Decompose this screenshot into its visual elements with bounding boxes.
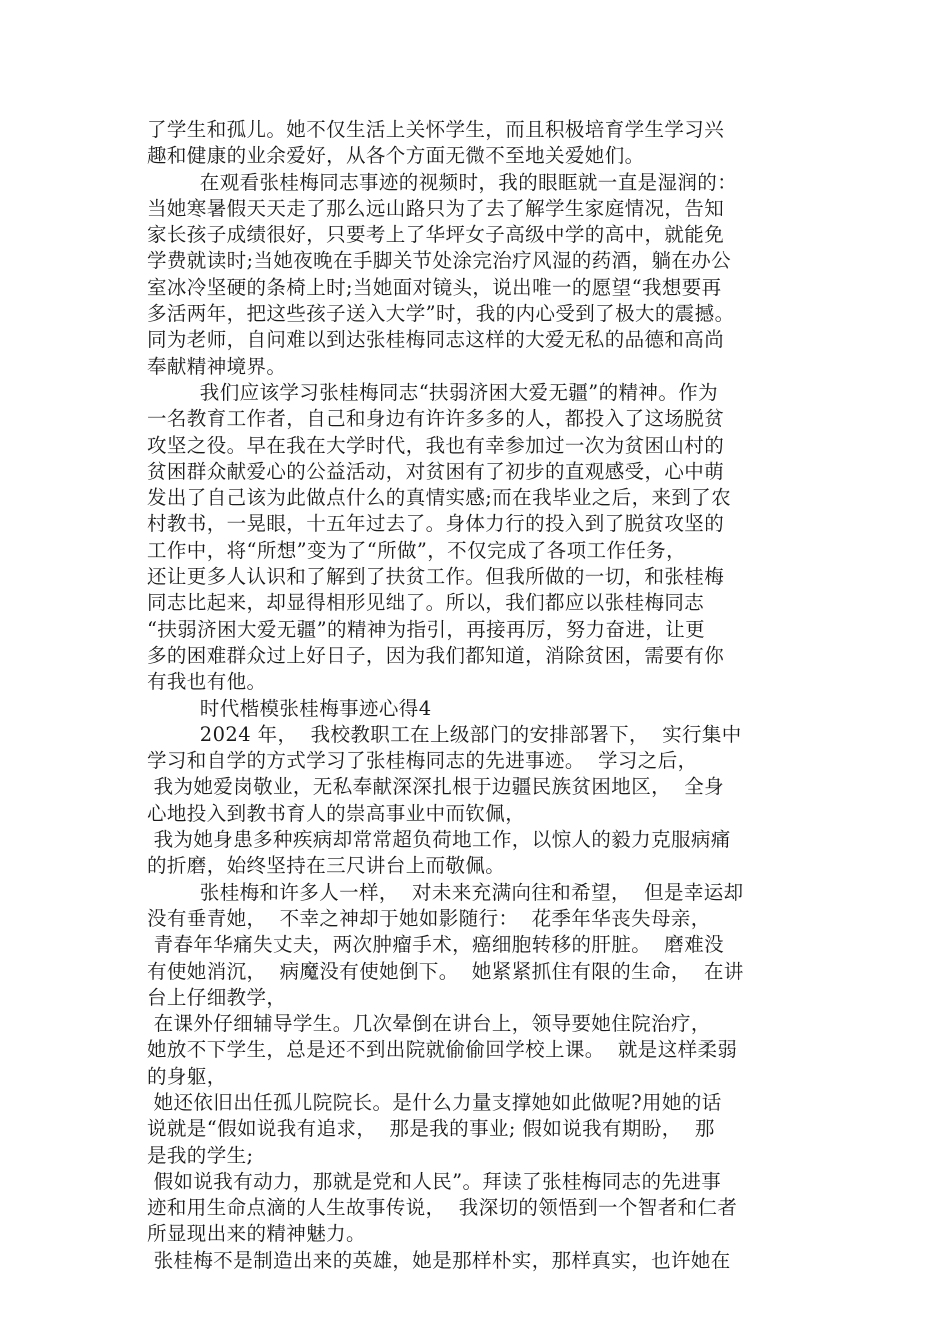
text-line: 同志比起来，却显得相形见绌了。所以，我们都应以张桂梅同志 (147, 591, 705, 615)
text-line: 她放不下学生，总是还不到出院就偷偷回学校上课。 就是这样柔弱 (147, 1038, 738, 1062)
text-line: 我们应该学习张桂梅同志“扶弱济困大爱无疆”的精神。作为 (147, 380, 719, 404)
text-line: 同为老师，自问难以到达张桂梅同志这样的大爱无私的品德和高尚 (147, 328, 725, 352)
section-heading: 时代楷模张桂梅事迹心得4 (147, 696, 432, 720)
text-line: 是我的学生; (147, 1143, 254, 1167)
text-line: 我为她爱岗敬业，无私奉献深深扎根于边疆民族贫困地区， 全身 (147, 775, 724, 799)
text-line: 的折磨，始终坚持在三尺讲台上而敬佩。 (147, 854, 506, 878)
text-line: 有使她消沉， 病魔没有使她倒下。 她紧紧抓住有限的生命， 在讲 (147, 959, 744, 983)
text-line: 她还依旧出任孤儿院院长。是什么力量支撑她如此做呢?用她的话 (147, 1090, 722, 1114)
text-line: 张桂梅和许多人一样， 对未来充满向往和希望， 但是幸运却 (147, 880, 744, 904)
text-line: 了学生和孤儿。她不仅生活上关怀学生，而且积极培育学生学习兴 (147, 118, 725, 141)
text-line: 多的困难群众过上好日子，因为我们都知道，消除贫困，需要有你 (147, 643, 725, 667)
text-line: 学费就读时;当她夜晚在手脚关节处涂完治疗风湿的药酒，躺在办公 (147, 249, 732, 273)
text-line: 我为她身患多种疾病却常常超负荷地工作，以惊人的毅力克服病痛 (147, 828, 731, 852)
text-line: 一名教育工作者，自己和身边有许许多多的人，都投入了这场脱贫 (147, 407, 725, 431)
text-line: 工作中，将“所想”变为了“所做”，不仅完成了各项工作任务， (147, 538, 686, 562)
text-line: 学习和自学的方式学习了张桂梅同志的先进事迹。 学习之后， (147, 749, 698, 773)
text-line: 趣和健康的业余爱好，从各个方面无微不至地关爱她们。 (147, 144, 645, 168)
text-line: 台上仔细教学， (147, 985, 287, 1009)
text-line: 发出了自己该为此做点什么的真情实感;而在我毕业之后，来到了农 (147, 486, 732, 510)
text-line: “扶弱济困大爱无疆”的精神为指引，再接再厉，努力奋进，让更 (147, 617, 706, 641)
text-line: 奉献精神境界。 (147, 354, 287, 378)
text-line: 贫困群众献爱心的公益活动，对贫困有了初步的直观感受，心中萌 (147, 459, 725, 483)
text-line: 说就是“假如说我有追求， 那是我的事业; 假如说我有期盼， 那 (147, 1117, 715, 1141)
text-line: 有我也有他。 (147, 670, 267, 694)
text-line: 在课外仔细辅导学生。几次晕倒在讲台上，领导要她住院治疗， (147, 1012, 711, 1036)
text-line: 攻坚之役。早在我在大学时代，我也有幸参加过一次为贫困山村的 (147, 433, 725, 457)
text-line: 张桂梅不是制造出来的英雄，她是那样朴实，那样真实，也许她在 (147, 1248, 731, 1272)
text-line: 室冰冷坚硬的条椅上时;当她面对镜头，说出唯一的愿望“我想要再 (147, 275, 722, 299)
text-line: 村教书，一晃眼，十五年过去了。身体力行的投入到了脱贫攻坚的 (147, 512, 725, 536)
text-line: 多活两年，把这些孩子送入大学”时，我的内心受到了极大的震撼。 (147, 302, 735, 326)
text-line: 假如说我有动力，那就是党和人民”。拜读了张桂梅同志的先进事 (147, 1169, 722, 1193)
text-line: 还让更多人认识和了解到了扶贫工作。但我所做的一切，和张桂梅 (147, 565, 725, 589)
text-line: 的身躯， (147, 1064, 227, 1088)
body-text (147, 117, 817, 1274)
text-line: 家长孩子成绩很好，只要考上了华坪女子高级中学的高中，就能免 (147, 223, 725, 247)
text-line: 心地投入到教书育人的崇高事业中而钦佩， (147, 801, 526, 825)
text-line: 当她寒暑假天天走了那么远山路只为了去了解学生家庭情况，告知 (147, 196, 725, 220)
text-line: 迹和用生命点滴的人生故事传说， 我深切的领悟到一个智者和仁者 (147, 1196, 738, 1220)
text-line: 没有垂青她， 不幸之神却于她如影随行： 花季年华丧失母亲， (147, 906, 711, 930)
text-line: 2024 年， 我校教职工在上级部门的安排部署下， 实行集中 (147, 722, 742, 746)
text-line: 青春年华痛失丈夫，两次肿瘤手术，癌细胞转移的肝脏。 磨难没 (147, 933, 724, 957)
text-line: 在观看张桂梅同志事迹的视频时，我的眼眶就一直是湿润的： (147, 170, 738, 194)
text-line: 所显现出来的精神魅力。 (147, 1222, 366, 1246)
